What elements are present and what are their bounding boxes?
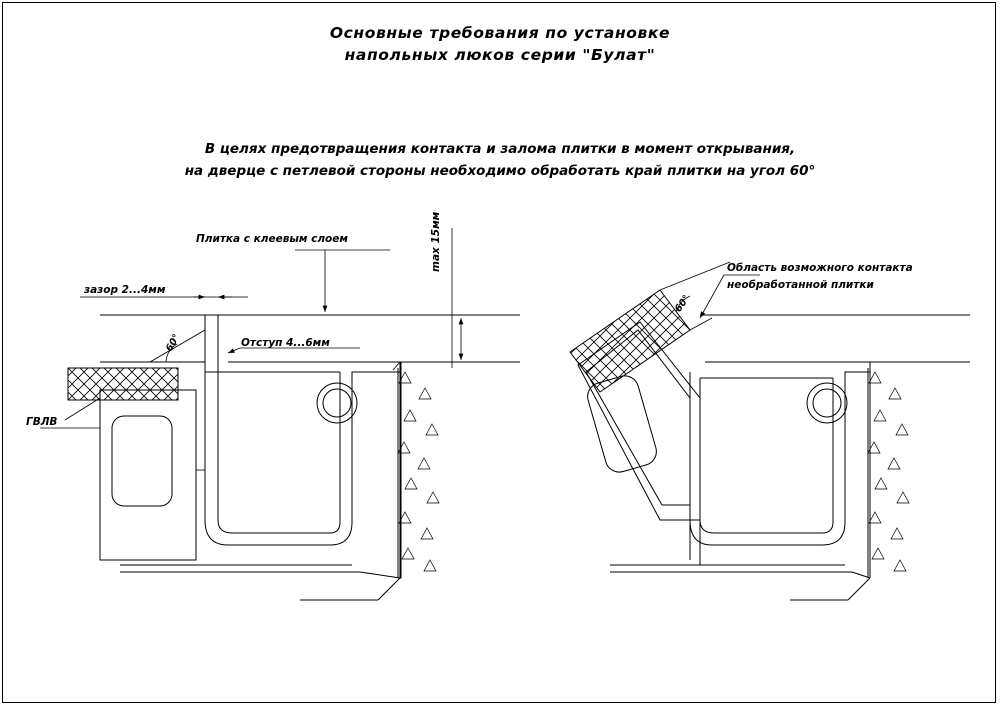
label-contact-area-line1: Область возможного контакта: [727, 262, 913, 274]
label-tile-with-adhesive: Плитка с клеевым слоем: [196, 233, 348, 245]
label-gap: зазор 2...4мм: [84, 284, 166, 296]
label-max-height: max 15мм: [430, 211, 442, 272]
label-offset: Отступ 4...6мм: [241, 337, 330, 349]
note-line2: на дверце с петлевой стороны необходимо обработать край плитки на угол 60°: [184, 163, 816, 179]
label-angle-left: 60°: [164, 332, 183, 354]
note-line1: В целях предотвращения контакта и залома плитки в момент открывания,: [204, 141, 796, 157]
page-title-line1: Основные требования по установке: [329, 24, 671, 42]
label-contact-area-line2: необработанной плитки: [727, 279, 874, 291]
label-angle-right: 60°: [673, 293, 693, 315]
page-title-line2: напольных люков серии "Булат": [344, 46, 656, 64]
label-gvlv: ГВЛВ: [26, 416, 58, 428]
